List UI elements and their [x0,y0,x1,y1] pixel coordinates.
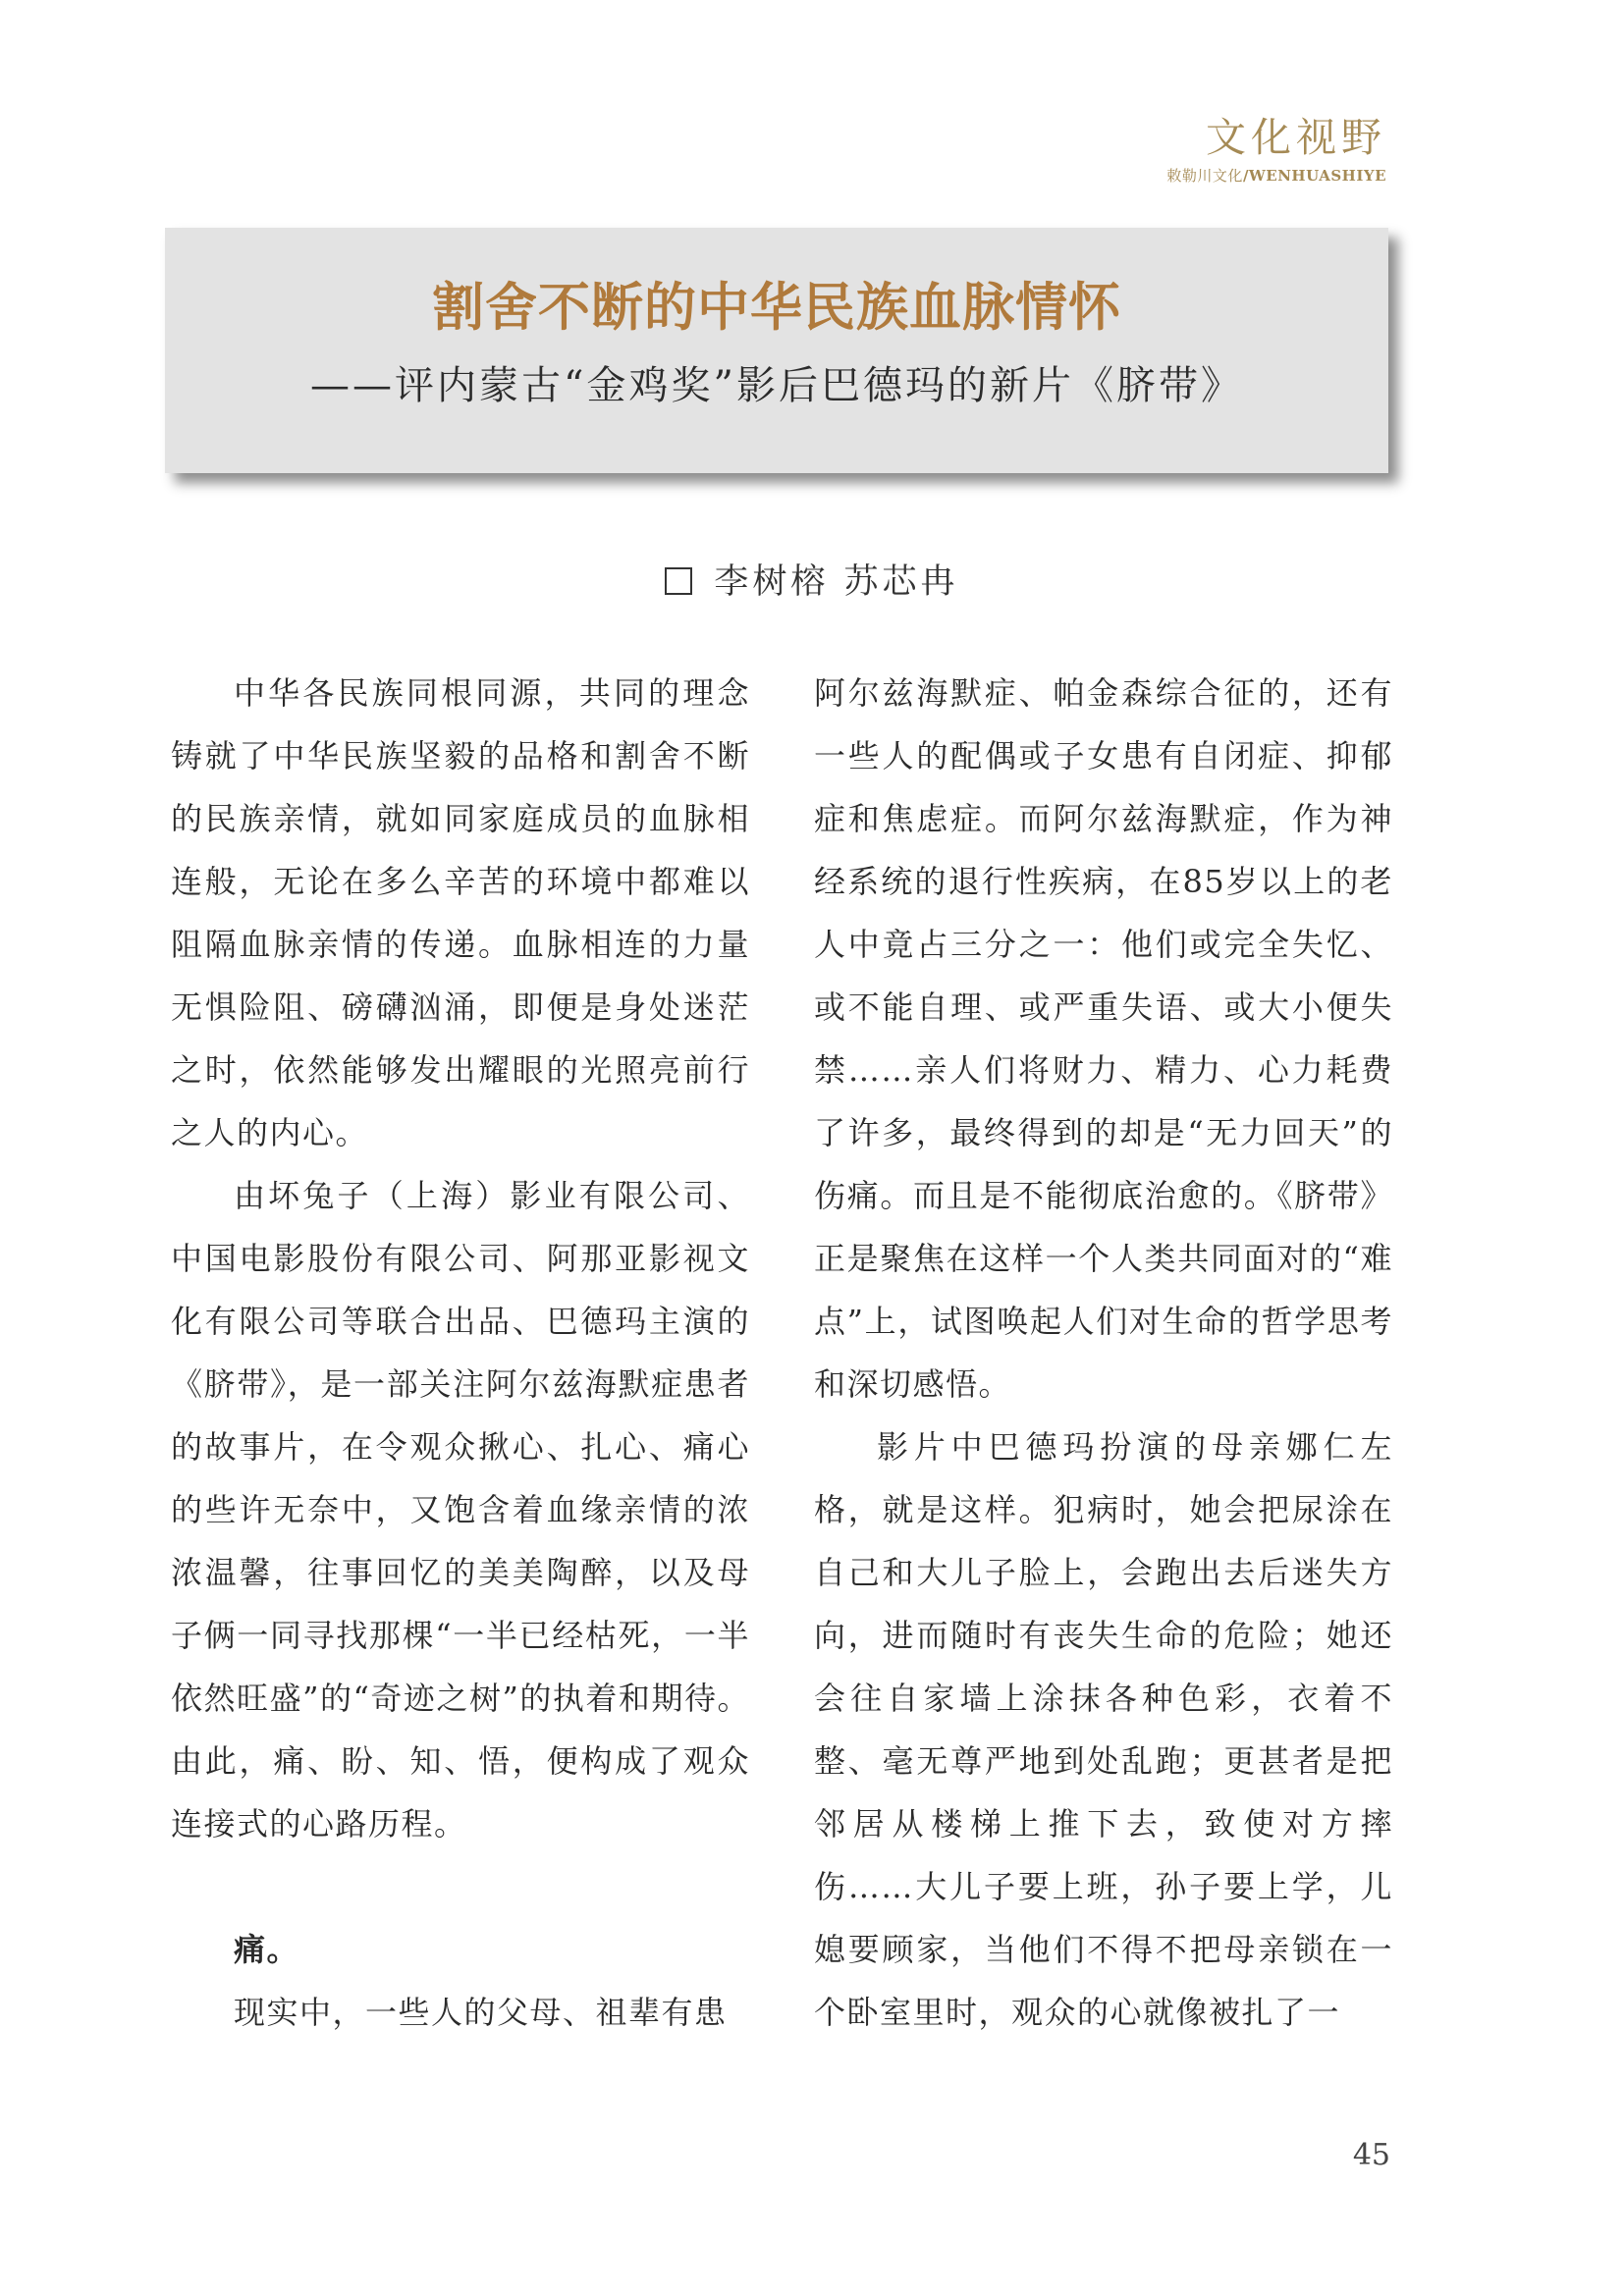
paragraph: 现实中，一些人的父母、祖辈有患 [234,1994,728,2031]
article-subtitle: ——评内蒙古“金鸡奖”影后巴德玛的新片《脐带》 [310,363,1243,408]
section-heading: 痛。 [234,1931,300,1968]
article-title: 割舍不断的中华民族血脉情怀 [432,278,1121,338]
title-box [165,228,1388,473]
page-number: 45 [1352,2138,1390,2172]
section-subtitle [1166,165,1386,187]
section-subtitle-en: /WENHUASHIYE [1242,167,1386,185]
paragraph: 影片中巴德玛扮演的母亲娜仁左格，就是这样。犯病时，她会把尿涂在自己和大儿子脸上，会跑出去后迷失方向，进而随时有丧失生命的危险；她还会往自家墙上涂抹各种色彩，衣着不整、毫无尊严地到处乱跑；更甚者是把邻居从楼梯上推下去，致使对方摔伤……大儿子要上班，孙子要上学，儿媳要顾家，当他们不得不把母亲锁在一个卧室里时，观众的心就像被扎了一 [814,1428,1393,2031]
paragraph: 由坏兔子（上海）影业有限公司、中国电影股份有限公司、阿那亚影视文化有限公司等联合出品、巴德玛主演的《脐带》，是一部关注阿尔兹海默症患者的故事片，在令观众揪心、扎心、痛心的些许无奈中，又饱含着血缘亲情的浓浓温馨，往事回忆的美美陶醉，以及母子俩一同寻找那棵“一半已经枯死，一半依然旺盛”的“奇迹之树”的执着和期待。由此，痛、盼、知、悟，便构成了观众连接式的心路历程。 [171,1177,750,1842]
paragraph: 中华各民族同根同源，共同的理念铸就了中华民族坚毅的品格和割舍不断的民族亲情，就如同家庭成员的血脉相连般，无论在多么辛苦的环境中都难以阻隔血脉亲情的传递。血脉相连的力量无惧险阻、磅礴汹涌，即便是身处迷茫之时，依然能够发出耀眼的光照亮前行之人的内心。 [171,674,750,1151]
byline-box-icon [665,567,692,595]
authors: 李树榕 苏芯冉 [714,562,959,602]
paragraph: 阿尔兹海默症、帕金森综合征的，还有一些人的配偶或子女患有自闭症、抑郁症和焦虑症。而阿尔兹海默症，作为神经系统的退行性疾病，在85岁以上的老人中竟占三分之一：他们或完全失忆、或不能自理、或严重失语、或大小便失禁……亲人们将财力、精力、心力耗费了许多，最终得到的却是“无力回天”的伤痛。而且是不能彻底治愈的。《脐带》正是聚焦在这样一个人类共同面对的“难点”上，试图唤起人们对生命的哲学思考和深切感悟。 [814,674,1393,1403]
section-subtitle-cn: 敕勒川文化 [1166,167,1243,185]
right-column [814,662,1393,2044]
left-column [171,662,750,2044]
page-header [1166,110,1386,187]
section-title: 文化视野 [1206,114,1386,161]
byline [0,558,1624,607]
